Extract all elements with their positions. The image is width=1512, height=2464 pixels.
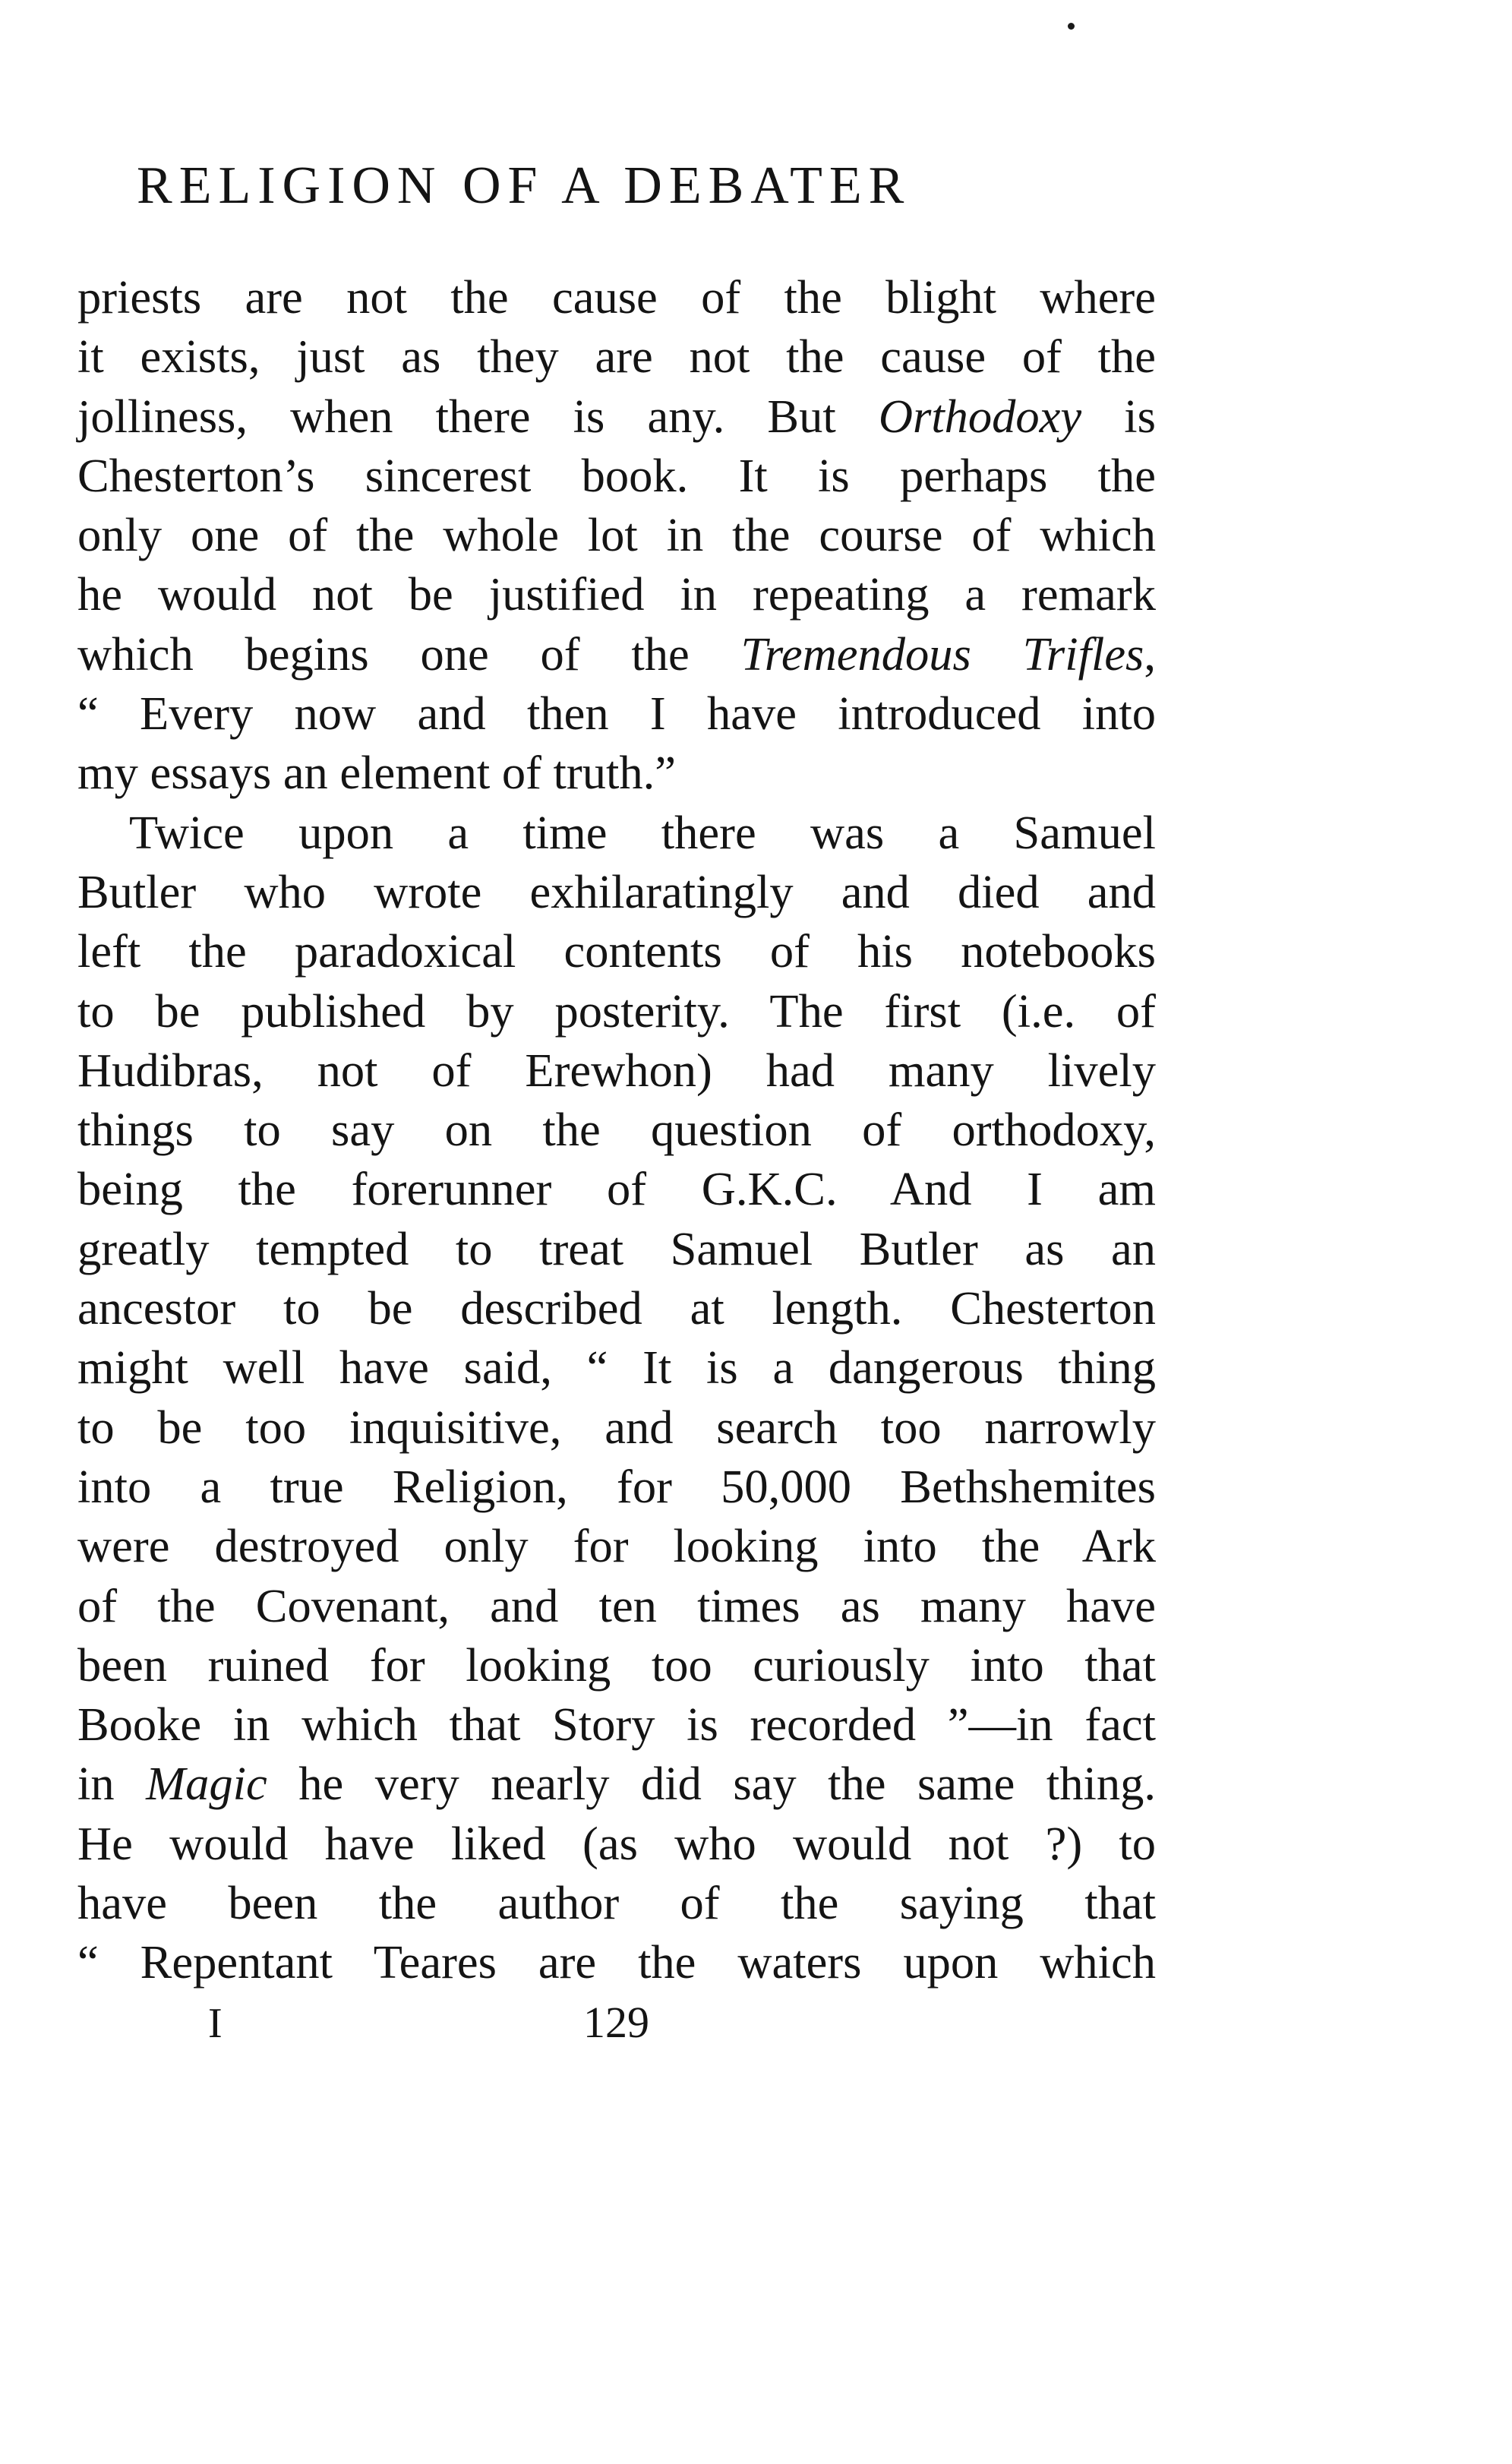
signature-mark: I — [208, 2000, 223, 2047]
text-line: might well have said, “ It is a dangerous thing — [77, 1341, 1156, 1395]
text-line: “ Every now and then I have introduced into — [77, 687, 1156, 741]
text-line: were destroyed only for looking into the Ark — [77, 1519, 1156, 1573]
page-number: 129 — [583, 1998, 649, 2047]
text-line: Chesterton’s sincerest book. It is perhaps the — [77, 448, 1156, 502]
text-line: jolliness, when there is any. But Orthodoxy is — [77, 389, 1156, 443]
text-line: into a true Religion, for 50,000 Bethshemites — [77, 1459, 1156, 1513]
body-text — [77, 267, 1156, 1992]
paragraph-1 — [77, 267, 1156, 803]
text-line: “ Repentant Teares are the waters upon which — [77, 1935, 1156, 1989]
text-line: Twice upon a time there was a Samuel — [129, 805, 1156, 859]
text-line: things to say on the question of orthodoxy, — [77, 1103, 1156, 1157]
text-line: being the forerunner of G.K.C. And I am — [77, 1162, 1156, 1216]
text-line: of the Covenant, and ten times as many have — [77, 1578, 1156, 1632]
ink-speck — [1068, 23, 1075, 30]
paragraph-2 — [77, 803, 1156, 1992]
text-line: he would not be justified in repeating a remark — [77, 567, 1156, 621]
text-line: He would have liked (as who would not ?) to — [77, 1816, 1156, 1870]
running-head: RELIGION OF A DEBATER — [137, 156, 911, 215]
text-line: left the paradoxical contents of his notebooks — [77, 924, 1156, 978]
text-line: in Magic he very nearly did say the same thing. — [77, 1757, 1156, 1811]
text-line: been ruined for looking too curiously into that — [77, 1638, 1156, 1692]
italic-title: Magic — [146, 1757, 267, 1811]
text-line: it exists, just as they are not the cause of the — [77, 330, 1156, 384]
italic-title: Tremendous Trifles — [740, 627, 1144, 681]
text-line: Booke in which that Story is recorded ”—in fact — [77, 1698, 1156, 1752]
text-line: priests are not the cause of the blight where — [77, 270, 1156, 324]
text-line: which begins one of the Tremendous Trifles, — [77, 627, 1157, 681]
text-line: greatly tempted to treat Samuel Butler as an — [77, 1221, 1156, 1275]
italic-title: Orthodoxy — [878, 389, 1082, 443]
text-line: to be published by posterity. The first (i.e. of — [77, 984, 1156, 1038]
text-line: ancestor to be described at length. Chesterton — [77, 1281, 1156, 1335]
text-line: Butler who wrote exhilaratingly and died and — [77, 864, 1156, 918]
text-line: to be too inquisitive, and search too narrowly — [77, 1400, 1156, 1454]
text-line: my essays an element of truth.” — [77, 746, 676, 800]
text-line: Hudibras, not of Erewhon) had many lively — [77, 1043, 1156, 1097]
text-line: only one of the whole lot in the course of which — [77, 508, 1156, 562]
text-line: have been the author of the saying that — [77, 1876, 1156, 1930]
